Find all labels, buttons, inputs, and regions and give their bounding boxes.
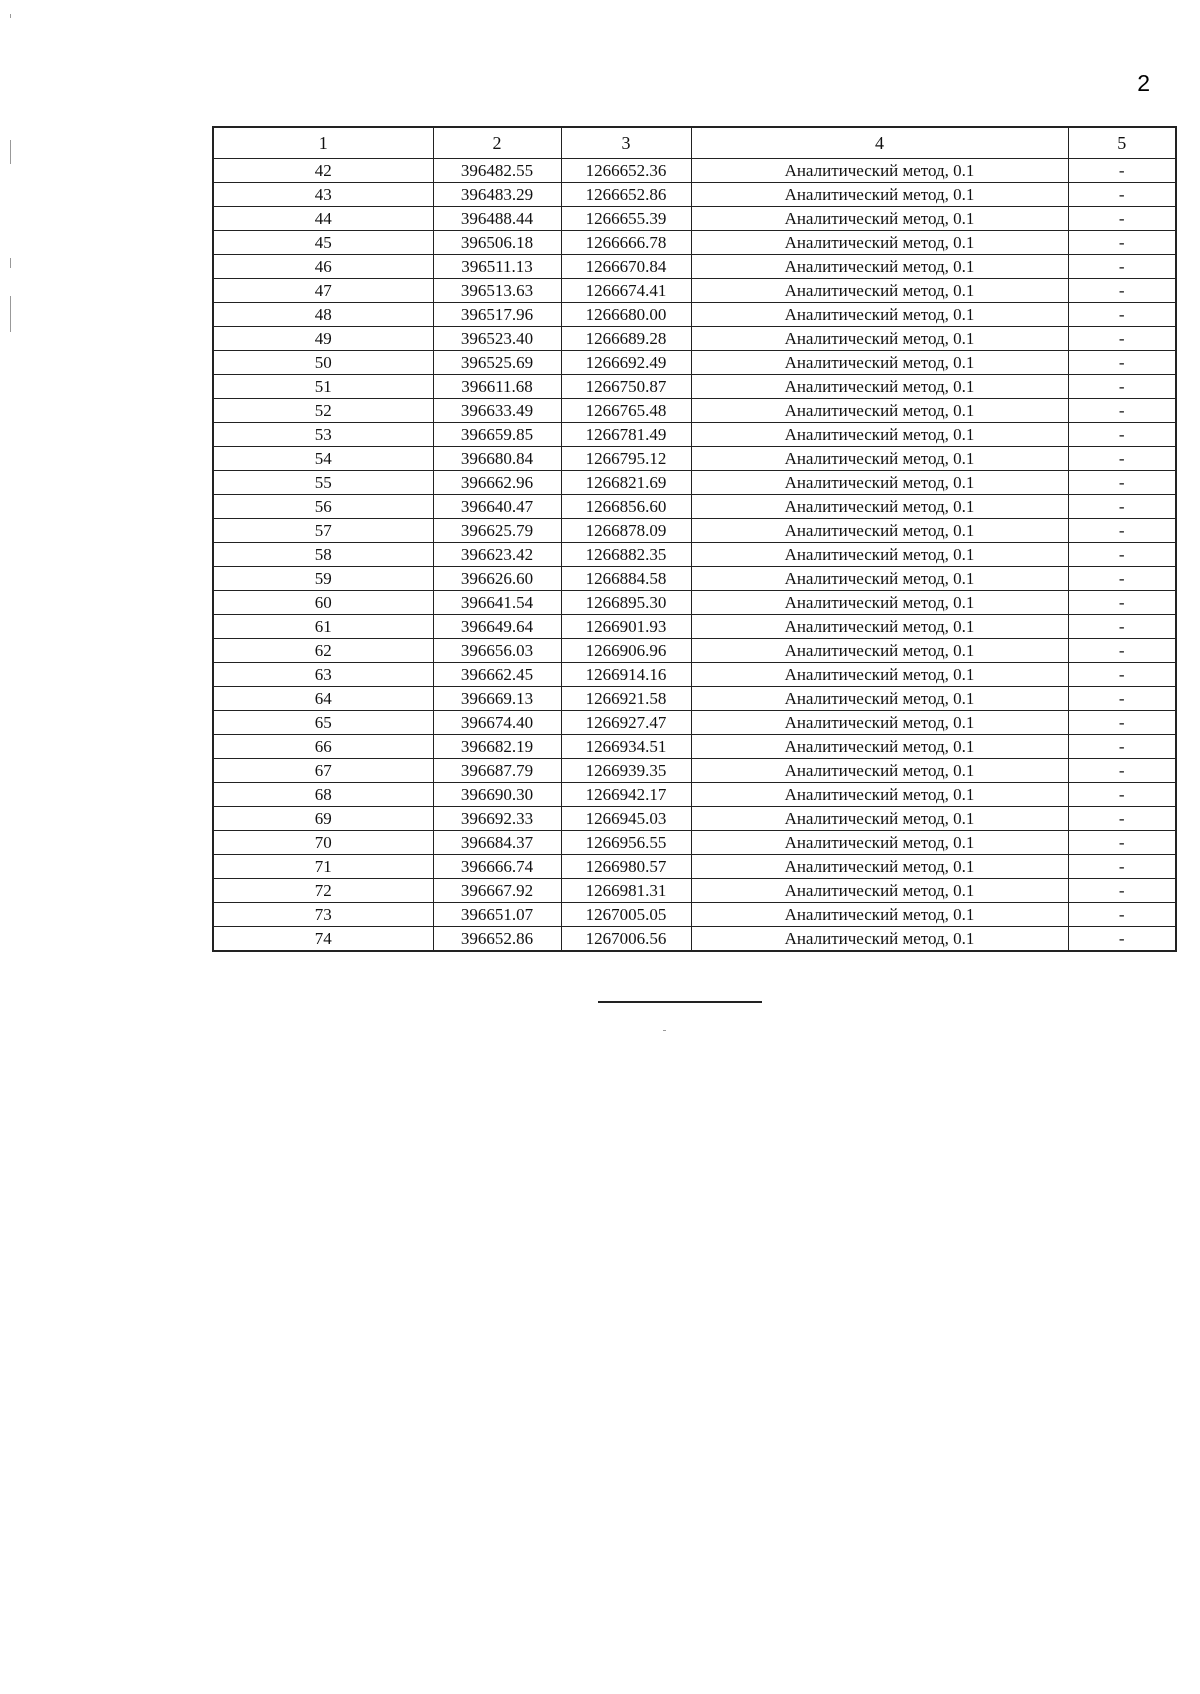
table-row [213, 855, 1176, 879]
note-cell: - [1068, 471, 1176, 495]
x-coordinate-cell: 396525.69 [433, 351, 561, 375]
table-row [213, 399, 1176, 423]
x-coordinate-cell: 396649.64 [433, 615, 561, 639]
x-coordinate-cell: 396483.29 [433, 183, 561, 207]
note-cell: - [1068, 687, 1176, 711]
point-number-cell: 45 [213, 231, 433, 255]
point-number-cell: 48 [213, 303, 433, 327]
x-coordinate-cell: 396640.47 [433, 495, 561, 519]
method-cell: Аналитический метод, 0.1 [691, 375, 1068, 399]
x-coordinate-cell: 396641.54 [433, 591, 561, 615]
method-cell: Аналитический метод, 0.1 [691, 591, 1068, 615]
note-cell: - [1068, 447, 1176, 471]
point-number-cell: 49 [213, 327, 433, 351]
table-row [213, 807, 1176, 831]
y-coordinate-cell: 1266878.09 [561, 519, 691, 543]
table-row [213, 279, 1176, 303]
method-cell: Аналитический метод, 0.1 [691, 735, 1068, 759]
table-row [213, 183, 1176, 207]
table-row [213, 375, 1176, 399]
y-coordinate-cell: 1266981.31 [561, 879, 691, 903]
method-cell: Аналитический метод, 0.1 [691, 423, 1068, 447]
note-cell: - [1068, 663, 1176, 687]
table-row [213, 351, 1176, 375]
x-coordinate-cell: 396656.03 [433, 639, 561, 663]
note-cell: - [1068, 591, 1176, 615]
y-coordinate-cell: 1267006.56 [561, 927, 691, 952]
table-row [213, 543, 1176, 567]
method-cell: Аналитический метод, 0.1 [691, 447, 1068, 471]
x-coordinate-cell: 396669.13 [433, 687, 561, 711]
x-coordinate-cell: 396662.96 [433, 471, 561, 495]
table-row [213, 495, 1176, 519]
x-coordinate-cell: 396517.96 [433, 303, 561, 327]
method-cell: Аналитический метод, 0.1 [691, 519, 1068, 543]
point-number-cell: 65 [213, 711, 433, 735]
note-cell: - [1068, 567, 1176, 591]
footer-rule [598, 1001, 762, 1003]
y-coordinate-cell: 1266689.28 [561, 327, 691, 351]
y-coordinate-cell: 1266934.51 [561, 735, 691, 759]
point-number-cell: 67 [213, 759, 433, 783]
point-number-cell: 53 [213, 423, 433, 447]
x-coordinate-cell: 396626.60 [433, 567, 561, 591]
x-coordinate-cell: 396690.30 [433, 783, 561, 807]
point-number-cell: 57 [213, 519, 433, 543]
y-coordinate-cell: 1266692.49 [561, 351, 691, 375]
y-coordinate-cell: 1267005.05 [561, 903, 691, 927]
x-coordinate-cell: 396611.68 [433, 375, 561, 399]
method-cell: Аналитический метод, 0.1 [691, 567, 1068, 591]
column-header: 2 [433, 127, 561, 159]
point-number-cell: 73 [213, 903, 433, 927]
y-coordinate-cell: 1266652.86 [561, 183, 691, 207]
y-coordinate-cell: 1266750.87 [561, 375, 691, 399]
note-cell: - [1068, 327, 1176, 351]
table-row [213, 447, 1176, 471]
note-cell: - [1068, 903, 1176, 927]
method-cell: Аналитический метод, 0.1 [691, 783, 1068, 807]
point-number-cell: 66 [213, 735, 433, 759]
note-cell: - [1068, 759, 1176, 783]
coordinates-table [212, 126, 1177, 952]
method-cell: Аналитический метод, 0.1 [691, 615, 1068, 639]
method-cell: Аналитический метод, 0.1 [691, 327, 1068, 351]
y-coordinate-cell: 1266895.30 [561, 591, 691, 615]
method-cell: Аналитический метод, 0.1 [691, 495, 1068, 519]
y-coordinate-cell: 1266956.55 [561, 831, 691, 855]
y-coordinate-cell: 1266652.36 [561, 159, 691, 183]
table-row [213, 471, 1176, 495]
x-coordinate-cell: 396659.85 [433, 423, 561, 447]
point-number-cell: 61 [213, 615, 433, 639]
x-coordinate-cell: 396513.63 [433, 279, 561, 303]
table-row [213, 759, 1176, 783]
method-cell: Аналитический метод, 0.1 [691, 855, 1068, 879]
table-row [213, 639, 1176, 663]
point-number-cell: 71 [213, 855, 433, 879]
point-number-cell: 42 [213, 159, 433, 183]
column-header: 5 [1068, 127, 1176, 159]
note-cell: - [1068, 351, 1176, 375]
note-cell: - [1068, 423, 1176, 447]
note-cell: - [1068, 279, 1176, 303]
y-coordinate-cell: 1266921.58 [561, 687, 691, 711]
x-coordinate-cell: 396666.74 [433, 855, 561, 879]
table-row [213, 879, 1176, 903]
point-number-cell: 68 [213, 783, 433, 807]
table-body [213, 159, 1176, 952]
x-coordinate-cell: 396684.37 [433, 831, 561, 855]
x-coordinate-cell: 396692.33 [433, 807, 561, 831]
y-coordinate-cell: 1266906.96 [561, 639, 691, 663]
y-coordinate-cell: 1266670.84 [561, 255, 691, 279]
method-cell: Аналитический метод, 0.1 [691, 543, 1068, 567]
note-cell: - [1068, 783, 1176, 807]
y-coordinate-cell: 1266674.41 [561, 279, 691, 303]
y-coordinate-cell: 1266901.93 [561, 615, 691, 639]
table-row [213, 927, 1176, 952]
note-cell: - [1068, 519, 1176, 543]
point-number-cell: 72 [213, 879, 433, 903]
table-row [213, 519, 1176, 543]
method-cell: Аналитический метод, 0.1 [691, 639, 1068, 663]
point-number-cell: 62 [213, 639, 433, 663]
x-coordinate-cell: 396625.79 [433, 519, 561, 543]
table-row [213, 303, 1176, 327]
method-cell: Аналитический метод, 0.1 [691, 927, 1068, 952]
y-coordinate-cell: 1266927.47 [561, 711, 691, 735]
note-cell: - [1068, 711, 1176, 735]
x-coordinate-cell: 396687.79 [433, 759, 561, 783]
table-row [213, 231, 1176, 255]
scan-speck [10, 140, 11, 164]
point-number-cell: 58 [213, 543, 433, 567]
table-row [213, 687, 1176, 711]
point-number-cell: 60 [213, 591, 433, 615]
table-row [213, 591, 1176, 615]
point-number-cell: 50 [213, 351, 433, 375]
table-row [213, 903, 1176, 927]
note-cell: - [1068, 879, 1176, 903]
note-cell: - [1068, 807, 1176, 831]
x-coordinate-cell: 396523.40 [433, 327, 561, 351]
point-number-cell: 52 [213, 399, 433, 423]
method-cell: Аналитический метод, 0.1 [691, 183, 1068, 207]
point-number-cell: 46 [213, 255, 433, 279]
y-coordinate-cell: 1266821.69 [561, 471, 691, 495]
point-number-cell: 59 [213, 567, 433, 591]
y-coordinate-cell: 1266655.39 [561, 207, 691, 231]
table-row [213, 663, 1176, 687]
note-cell: - [1068, 495, 1176, 519]
table-row [213, 159, 1176, 183]
method-cell: Аналитический метод, 0.1 [691, 231, 1068, 255]
point-number-cell: 51 [213, 375, 433, 399]
table-header-row [213, 127, 1176, 159]
method-cell: Аналитический метод, 0.1 [691, 279, 1068, 303]
note-cell: - [1068, 231, 1176, 255]
x-coordinate-cell: 396667.92 [433, 879, 561, 903]
point-number-cell: 70 [213, 831, 433, 855]
note-cell: - [1068, 375, 1176, 399]
table-row [213, 735, 1176, 759]
table-row [213, 615, 1176, 639]
point-number-cell: 44 [213, 207, 433, 231]
y-coordinate-cell: 1266980.57 [561, 855, 691, 879]
x-coordinate-cell: 396662.45 [433, 663, 561, 687]
method-cell: Аналитический метод, 0.1 [691, 903, 1068, 927]
method-cell: Аналитический метод, 0.1 [691, 159, 1068, 183]
point-number-cell: 64 [213, 687, 433, 711]
table-row [213, 255, 1176, 279]
point-number-cell: 55 [213, 471, 433, 495]
table-row [213, 783, 1176, 807]
method-cell: Аналитический метод, 0.1 [691, 471, 1068, 495]
method-cell: Аналитический метод, 0.1 [691, 303, 1068, 327]
note-cell: - [1068, 831, 1176, 855]
x-coordinate-cell: 396674.40 [433, 711, 561, 735]
scan-speck [10, 258, 11, 268]
point-number-cell: 63 [213, 663, 433, 687]
method-cell: Аналитический метод, 0.1 [691, 879, 1068, 903]
method-cell: Аналитический метод, 0.1 [691, 711, 1068, 735]
y-coordinate-cell: 1266942.17 [561, 783, 691, 807]
y-coordinate-cell: 1266939.35 [561, 759, 691, 783]
table-row [213, 423, 1176, 447]
table-row [213, 831, 1176, 855]
y-coordinate-cell: 1266882.35 [561, 543, 691, 567]
y-coordinate-cell: 1266914.16 [561, 663, 691, 687]
scan-speck [10, 14, 11, 18]
method-cell: Аналитический метод, 0.1 [691, 759, 1068, 783]
point-number-cell: 56 [213, 495, 433, 519]
x-coordinate-cell: 396623.42 [433, 543, 561, 567]
note-cell: - [1068, 207, 1176, 231]
column-header: 3 [561, 127, 691, 159]
y-coordinate-cell: 1266945.03 [561, 807, 691, 831]
table-row [213, 327, 1176, 351]
x-coordinate-cell: 396680.84 [433, 447, 561, 471]
point-number-cell: 54 [213, 447, 433, 471]
method-cell: Аналитический метод, 0.1 [691, 207, 1068, 231]
x-coordinate-cell: 396652.86 [433, 927, 561, 952]
y-coordinate-cell: 1266781.49 [561, 423, 691, 447]
table-row [213, 567, 1176, 591]
x-coordinate-cell: 396482.55 [433, 159, 561, 183]
y-coordinate-cell: 1266856.60 [561, 495, 691, 519]
column-header: 4 [691, 127, 1068, 159]
method-cell: Аналитический метод, 0.1 [691, 807, 1068, 831]
method-cell: Аналитический метод, 0.1 [691, 831, 1068, 855]
x-coordinate-cell: 396511.13 [433, 255, 561, 279]
method-cell: Аналитический метод, 0.1 [691, 351, 1068, 375]
y-coordinate-cell: 1266680.00 [561, 303, 691, 327]
x-coordinate-cell: 396506.18 [433, 231, 561, 255]
note-cell: - [1068, 639, 1176, 663]
note-cell: - [1068, 255, 1176, 279]
method-cell: Аналитический метод, 0.1 [691, 663, 1068, 687]
note-cell: - [1068, 615, 1176, 639]
x-coordinate-cell: 396651.07 [433, 903, 561, 927]
y-coordinate-cell: 1266884.58 [561, 567, 691, 591]
scan-speck [663, 1030, 666, 1031]
note-cell: - [1068, 855, 1176, 879]
y-coordinate-cell: 1266666.78 [561, 231, 691, 255]
point-number-cell: 47 [213, 279, 433, 303]
note-cell: - [1068, 399, 1176, 423]
scan-speck [10, 296, 11, 332]
x-coordinate-cell: 396633.49 [433, 399, 561, 423]
note-cell: - [1068, 735, 1176, 759]
table-row [213, 207, 1176, 231]
column-header: 1 [213, 127, 433, 159]
point-number-cell: 74 [213, 927, 433, 952]
note-cell: - [1068, 303, 1176, 327]
note-cell: - [1068, 183, 1176, 207]
note-cell: - [1068, 159, 1176, 183]
point-number-cell: 43 [213, 183, 433, 207]
method-cell: Аналитический метод, 0.1 [691, 687, 1068, 711]
y-coordinate-cell: 1266795.12 [561, 447, 691, 471]
x-coordinate-cell: 396488.44 [433, 207, 561, 231]
note-cell: - [1068, 927, 1176, 952]
table-row [213, 711, 1176, 735]
page-number: 2 [1137, 70, 1150, 96]
method-cell: Аналитический метод, 0.1 [691, 255, 1068, 279]
note-cell: - [1068, 543, 1176, 567]
x-coordinate-cell: 396682.19 [433, 735, 561, 759]
point-number-cell: 69 [213, 807, 433, 831]
y-coordinate-cell: 1266765.48 [561, 399, 691, 423]
method-cell: Аналитический метод, 0.1 [691, 399, 1068, 423]
